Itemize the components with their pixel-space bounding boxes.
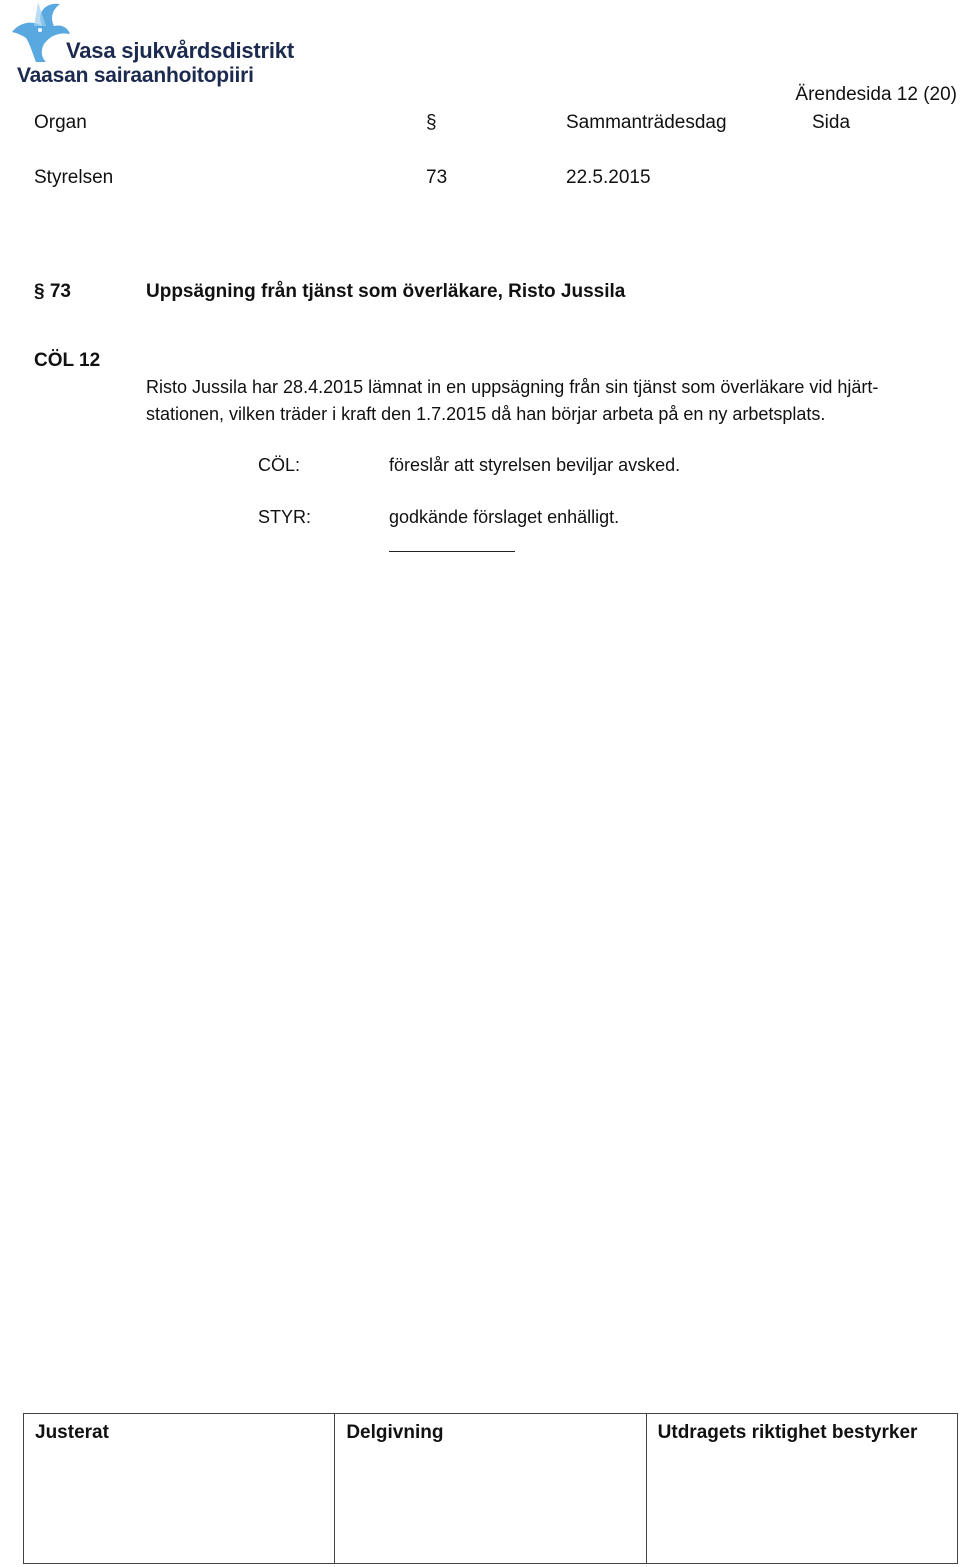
footer-label-certification: Utdragets riktighet bestyrker <box>657 1422 918 1443</box>
logo-line-2: Vaasan sairaanhoitopiiri <box>17 64 254 87</box>
header-col-paragraph: § <box>426 112 437 133</box>
header-date-value: 22.5.2015 <box>566 167 651 188</box>
item-title: Uppsägning från tjänst som överläkare, Risto Jussila <box>146 281 626 302</box>
footer-cell-justerat <box>24 1414 335 1563</box>
decision-label: STYR: <box>258 507 312 527</box>
signature-table <box>23 1413 958 1564</box>
header-col-page: Sida <box>812 112 851 133</box>
header-paragraph-value: 73 <box>426 167 448 188</box>
header-organ-value: Styrelsen <box>34 167 114 188</box>
organization-logo <box>6 0 306 95</box>
footer-label-delgivning: Delgivning <box>346 1422 444 1443</box>
footer-label-justerat: Justerat <box>35 1422 109 1443</box>
decision-text: godkände förslaget enhälligt. <box>389 507 620 527</box>
item-number: 73 <box>49 281 71 302</box>
proposal-text: föreslår att styrelsen beviljar avsked. <box>389 455 681 475</box>
page-label: Ärendesida 12 (20) <box>795 84 957 105</box>
section-sign: § <box>34 281 45 302</box>
body-line-2: stationen, vilken träder i kraft den 1.7.2015 då han börjar arbeta på en ny arbetsplats. <box>146 404 826 424</box>
footer-cell-delgivning <box>335 1414 646 1563</box>
footer-cell-certification <box>647 1414 957 1563</box>
body-line-1: Risto Jussila har 28.4.2015 lämnat in en uppsägning från sin tjänst som överläkare vid hjärt- <box>146 377 879 397</box>
logo-line-1: Vasa sjukvårdsdistrikt <box>66 38 294 63</box>
header-col-organ: Organ <box>34 112 87 133</box>
proposal-label: CÖL: <box>258 455 301 475</box>
end-rule <box>389 551 515 552</box>
item-reference: CÖL 12 <box>34 350 101 371</box>
item-heading <box>34 281 71 303</box>
header-col-date: Sammanträdesdag <box>566 112 727 133</box>
